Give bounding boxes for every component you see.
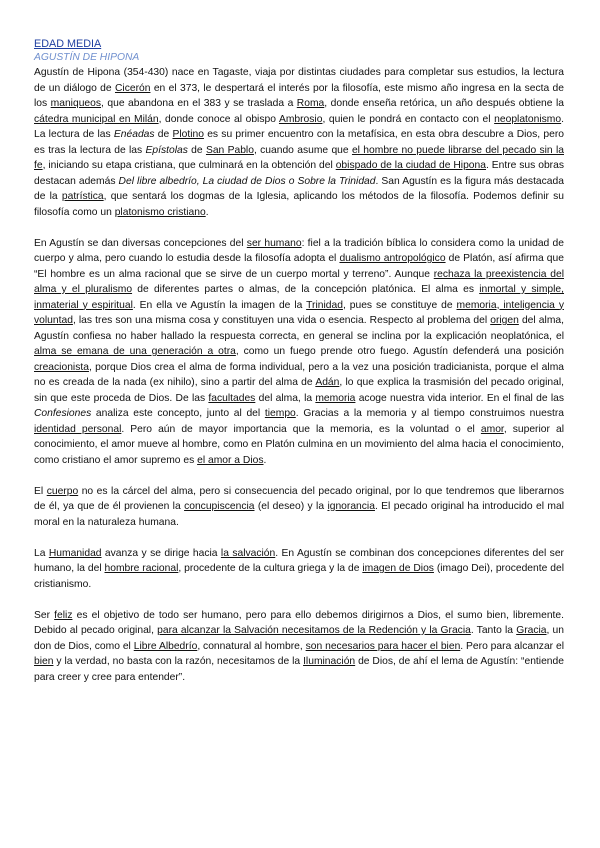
- italic-title: Confesiones: [34, 408, 92, 419]
- text-run: del alma, Agustín confiesa no haber hallado la respuesta correcta, en general se inclina por la explicación neoplatónica, el: [34, 315, 564, 342]
- underlined-term: son necesarios para hacer el bien: [305, 640, 461, 652]
- text-run: El: [34, 485, 47, 497]
- text-run: del alma, la: [255, 392, 316, 404]
- underlined-term: hombre racional: [104, 563, 179, 574]
- underlined-term: Humanidad: [48, 547, 102, 559]
- underlined-term: cuerpo: [46, 485, 79, 497]
- underlined-term: obispado de la ciudad de Hipona: [335, 160, 486, 171]
- text-run: , cuando asume que: [253, 144, 352, 156]
- italic-title: Enéadas: [113, 129, 155, 140]
- text-run: En Agustín se dan diversas concepciones del: [34, 237, 247, 249]
- paragraph: [34, 65, 564, 220]
- underlined-term: patrística: [61, 191, 104, 202]
- text-run: . La lectura de las: [34, 113, 564, 140]
- text-run: , quien le pondrá en contacto con el: [322, 113, 495, 125]
- underlined-term: San Pablo: [205, 144, 254, 156]
- text-run: , que sentará los dogmas de la Iglesia, aplicando los métodos de la filosofía. Podemos definir su filosofía como un: [34, 191, 564, 218]
- underlined-term: ser humano: [246, 237, 302, 249]
- text-run: .: [263, 454, 267, 466]
- text-run: (imago Dei), procedente del cristianismo.: [34, 563, 564, 590]
- text-run: Ser: [34, 609, 55, 621]
- text-run: avanza y se dirige hacia: [101, 547, 221, 559]
- section-subtitle: AGUSTÍN DE HIPONA: [34, 52, 140, 63]
- text-run: . San Agustín es la figura más destacada de la: [34, 175, 564, 202]
- text-run: en el 373, le despertará el interés por la filosofía, este mismo año ingresa en la secta de los: [34, 82, 564, 109]
- text-run: . Entre sus obras destacan además: [34, 160, 564, 187]
- paragraph: [34, 236, 564, 469]
- underlined-term: rechaza la preexistencia del alma y el pluralismo: [34, 268, 564, 295]
- underlined-term: la salvación: [220, 547, 276, 559]
- underlined-term: Plotino: [172, 129, 204, 140]
- underlined-term: inmortal y simple, inmaterial y espiritual: [34, 284, 565, 311]
- text-run: analiza este concepto, junto al del: [91, 408, 265, 419]
- underlined-term: Gracia: [516, 625, 547, 636]
- text-run: . Gracias a la memoria y al tiempo construimos nuestra: [295, 408, 564, 419]
- text-run: , lo que explica la trasmisión del pecado original, sin que este proceda de Dios. De las: [34, 377, 564, 404]
- underlined-term: Ambrosio: [278, 113, 323, 125]
- text-run: , porque Dios crea el alma de forma individual, pero a la vez una posición tradicianista, porque el alma no es creada de la nada (ex nihilo), sino a partir del alma de: [34, 361, 564, 388]
- underlined-term: bien: [34, 656, 54, 667]
- underlined-term: platonismo cristiano: [114, 206, 206, 218]
- text-run: . Pero para alcanzar el: [460, 640, 564, 652]
- underlined-term: Libre Albedrío: [133, 640, 198, 652]
- text-run: , donde enseña retórica, un año después obtiene la: [324, 98, 564, 109]
- section-title: EDAD MEDIA: [34, 38, 102, 50]
- text-run: , que abandona en el 383 y se traslada a: [101, 98, 297, 109]
- underlined-term: cátedra municipal en Milán: [34, 113, 159, 125]
- text-run: y la verdad, no basta con la razón, necesitamos de la: [53, 656, 304, 667]
- underlined-term: alma se emana de una generación a otra: [34, 346, 236, 357]
- italic-title: Del libre albedrío, La ciudad de Dios o Sobre la Trinidad: [118, 175, 376, 187]
- text-run: , pues se constituye de: [342, 299, 457, 311]
- text-run: acoge nuestra vida interior. En el final de las: [355, 392, 564, 404]
- underlined-term: facultades: [208, 392, 256, 404]
- text-run: . Pero aún de mayor importancia que la memoria, es la voluntad o el: [121, 423, 481, 435]
- text-run: La: [34, 547, 49, 559]
- paragraph: [34, 484, 564, 531]
- text-run: (el deseo) y la: [254, 501, 328, 512]
- text-run: no es la cárcel del alma, pero si consecuencia del pecado original, por lo que tendremos que liberarnos de él, ya que de él provienen la: [34, 485, 564, 512]
- underlined-term: amor: [480, 423, 504, 435]
- underlined-term: el hombre no puede librarse del pecado sin la fe: [34, 144, 564, 171]
- underlined-term: origen: [490, 315, 519, 326]
- paragraph: [34, 608, 564, 686]
- text-run: , las tres son una misma cosa y constituyen una vida o esencia. Respecto al problema del: [72, 315, 491, 326]
- text-run: de: [154, 129, 173, 140]
- underlined-term: tiempo: [264, 408, 296, 419]
- underlined-term: Adán: [315, 377, 340, 388]
- underlined-term: memoria, inteligencia y voluntad: [34, 299, 564, 326]
- underlined-term: memoria: [315, 392, 356, 404]
- text-run: , un don de Dios, como el: [34, 625, 564, 652]
- underlined-term: para alcanzar la Salvación necesitamos de la Redención y la Gracia: [157, 625, 471, 636]
- text-run: , iniciando su etapa cristiana, que culminará en la obtención del: [42, 160, 336, 171]
- text-run: . En ella ve Agustín la imagen de la: [132, 299, 307, 311]
- underlined-term: imagen de Dios: [362, 563, 434, 574]
- text-run: . Tanto la: [470, 625, 517, 636]
- text-run: : fiel a la tradición bíblica lo considera como la unidad de cuerpo y alma, pero cuando lo estudia desde la filosofía adopta el: [34, 237, 564, 264]
- underlined-term: Roma: [296, 98, 325, 109]
- underlined-term: creacionista: [34, 361, 89, 373]
- text-run: , como un fuego prende otro fuego. Agustín defenderá una posición: [235, 346, 564, 357]
- underlined-term: ignorancia: [327, 501, 375, 512]
- underlined-term: Trinidad: [306, 299, 343, 311]
- underlined-term: dualismo antropológico: [339, 253, 446, 264]
- underlined-term: feliz: [54, 609, 73, 621]
- text-run: , procedente de la cultura griega y la de: [178, 563, 363, 574]
- text-run: de Platón, así afirma que “El hombre es un alma racional que se sirve de un cuerpo mortal y terreno”. Aunque: [34, 253, 564, 280]
- text-run: .: [205, 206, 209, 218]
- text-run: . En Agustín se combinan dos concepciones diferentes del ser humano, la del: [34, 547, 564, 574]
- document-page: [34, 37, 564, 685]
- underlined-term: Cicerón: [114, 82, 151, 94]
- text-run: de diferentes partes o almas, de la concepción platónica. El alma es: [132, 284, 480, 295]
- text-run: , connatural al hombre,: [197, 640, 306, 652]
- paragraph: [34, 546, 564, 593]
- text-run: , superior al conocimiento, el amor mueve al hombre, como en Platón culmina en un movimiento del alma hacia el conocimiento, como cristiano el amor supremo es: [34, 423, 565, 466]
- text-run: , donde conoce al obispo: [158, 113, 279, 125]
- text-run: de: [187, 144, 206, 156]
- text-run: de Dios, de ahí el lema de Agustín: “entiende para creer y cree para entender”.: [34, 656, 564, 683]
- document-body: [34, 65, 564, 685]
- text-run: es el objetivo de todo ser humano, pero para ello debemos dirigirnos a Dios, el sumo bien, libremente. Debido al pecado original,: [34, 609, 564, 636]
- text-run: Agustín de Hipona (354-430) nace en Tagaste, viaja por distintas ciudades para completar sus estudios, la lectura de un diálogo de: [34, 67, 564, 94]
- underlined-term: identidad personal: [34, 423, 122, 435]
- text-run: . El pecado original ha introducido el mal moral en la naturaleza humana.: [34, 501, 564, 528]
- underlined-term: concupiscencia: [184, 501, 255, 512]
- italic-title: Epístolas: [145, 144, 188, 156]
- underlined-term: maniqueos: [50, 98, 102, 109]
- underlined-term: Iluminación: [303, 656, 356, 667]
- underlined-term: el amor a Dios: [197, 454, 264, 466]
- underlined-term: neoplatonismo: [494, 113, 562, 125]
- text-run: es su primer encuentro con la metafísica, en esta obra descubre a Dios, pero es tras la lectura de las: [34, 129, 564, 156]
